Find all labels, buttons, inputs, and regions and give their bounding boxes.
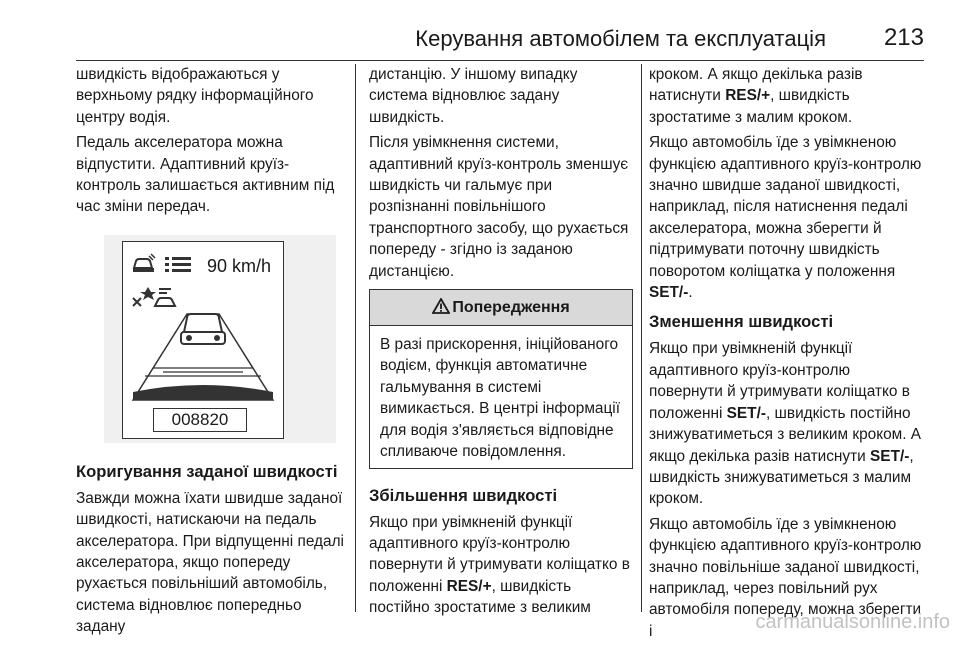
watermark: carmanualsonline.info xyxy=(755,611,950,633)
paragraph: Якщо автомобіль їде з увімкненою функцією адаптивного круїз-контролю значно швидше заданої швидкості, наприклад, після натиснення педалі акселератора, можна зберегти й підтримувати поточну швидкість поворотом коліщатка у положення SET/-. xyxy=(649,134,922,302)
page-header xyxy=(76,0,924,58)
paragraph: Після увімкнення системи, адаптивний круїз-контроль зменшує швидкість чи гальмує при розпізнанні повільнішого транспортного засобу, що рухається попереду - згідно із заданою дистанцією. xyxy=(369,134,629,280)
adaptive-cruise-icon xyxy=(131,286,177,312)
paragraph: кроком. А якщо декілька разів натиснути RES/+, швидкість зростатиме з малим кроком. xyxy=(649,66,863,126)
column-3 xyxy=(649,64,927,646)
header-rule xyxy=(76,60,924,61)
warning-text: В разі прискорення, ініційованого водієм, функція автоматичне гальмування в системі вимикається. В центрі інформації для водія з'являється відповідне спливаюче повідомлення. xyxy=(380,336,620,461)
distance-sensor-car-icon xyxy=(131,252,157,276)
following-distance-bars-icon xyxy=(165,255,191,275)
warning-header xyxy=(370,290,632,326)
driver-info-display xyxy=(122,241,284,439)
paragraph: Якщо при увімкненій функції адаптивного круїз-контролю повернути й утримувати коліщатко в положенні SET/-, швидкість постійно знижуватиметься з великим кроком. А якщо декілька разів натиснути SET/-, швидкість знижуватиметься з малим кроком. xyxy=(649,340,922,508)
section-heading: Збільшення швидкості xyxy=(369,485,558,505)
warning-title: Попередження xyxy=(452,299,570,317)
vehicle-ahead-road-icon xyxy=(123,312,283,402)
cruise-display-figure xyxy=(104,235,336,443)
section-heading: Зменшення швидкості xyxy=(649,312,834,332)
header-title: Керування автомобілем та експлуатація xyxy=(415,26,826,51)
section-heading: Коригування заданої швидкості xyxy=(76,461,338,481)
paragraph: Завжди можна їхати швидше заданої швидкості, натискаючи на педаль акселератора. При відпущенні педалі акселератора, якщо попереду рухається повільніший автомобіль, система відновлює попередньо задану xyxy=(76,489,344,636)
warning-box xyxy=(369,289,633,468)
odometer-readout: 008820 xyxy=(153,408,247,432)
warning-triangle-icon xyxy=(432,298,450,314)
column-divider xyxy=(641,64,642,612)
paragraph: Якщо при увімкненій функції адаптивного круїз-контролю повернути й утримувати коліщатко в положенні RES/+, швидкість постійно зростатиме з великим xyxy=(369,513,630,617)
paragraph: Педаль акселератора можна відпустити. Адаптивний круїз-контроль залишається активним під час зміни передач. xyxy=(76,134,335,216)
set-speed-readout: 90 km/h xyxy=(206,255,271,276)
column-2 xyxy=(369,64,633,623)
column-1 xyxy=(76,64,344,642)
paragraph: дистанцію. У іншому випадку система відновлює задану швидкість. xyxy=(369,66,578,126)
page-number: 213 xyxy=(883,24,924,51)
column-divider xyxy=(355,64,356,612)
paragraph: Якщо автомобіль їде з увімкненою функцією адаптивного круїз-контролю значно повільніше заданої швидкості, наприклад, через повільний рух автомобіля попереду, можна зберегти і xyxy=(649,515,922,640)
paragraph: швидкість відображаються у верхньому рядку інформаційного центру водія. xyxy=(76,66,314,126)
